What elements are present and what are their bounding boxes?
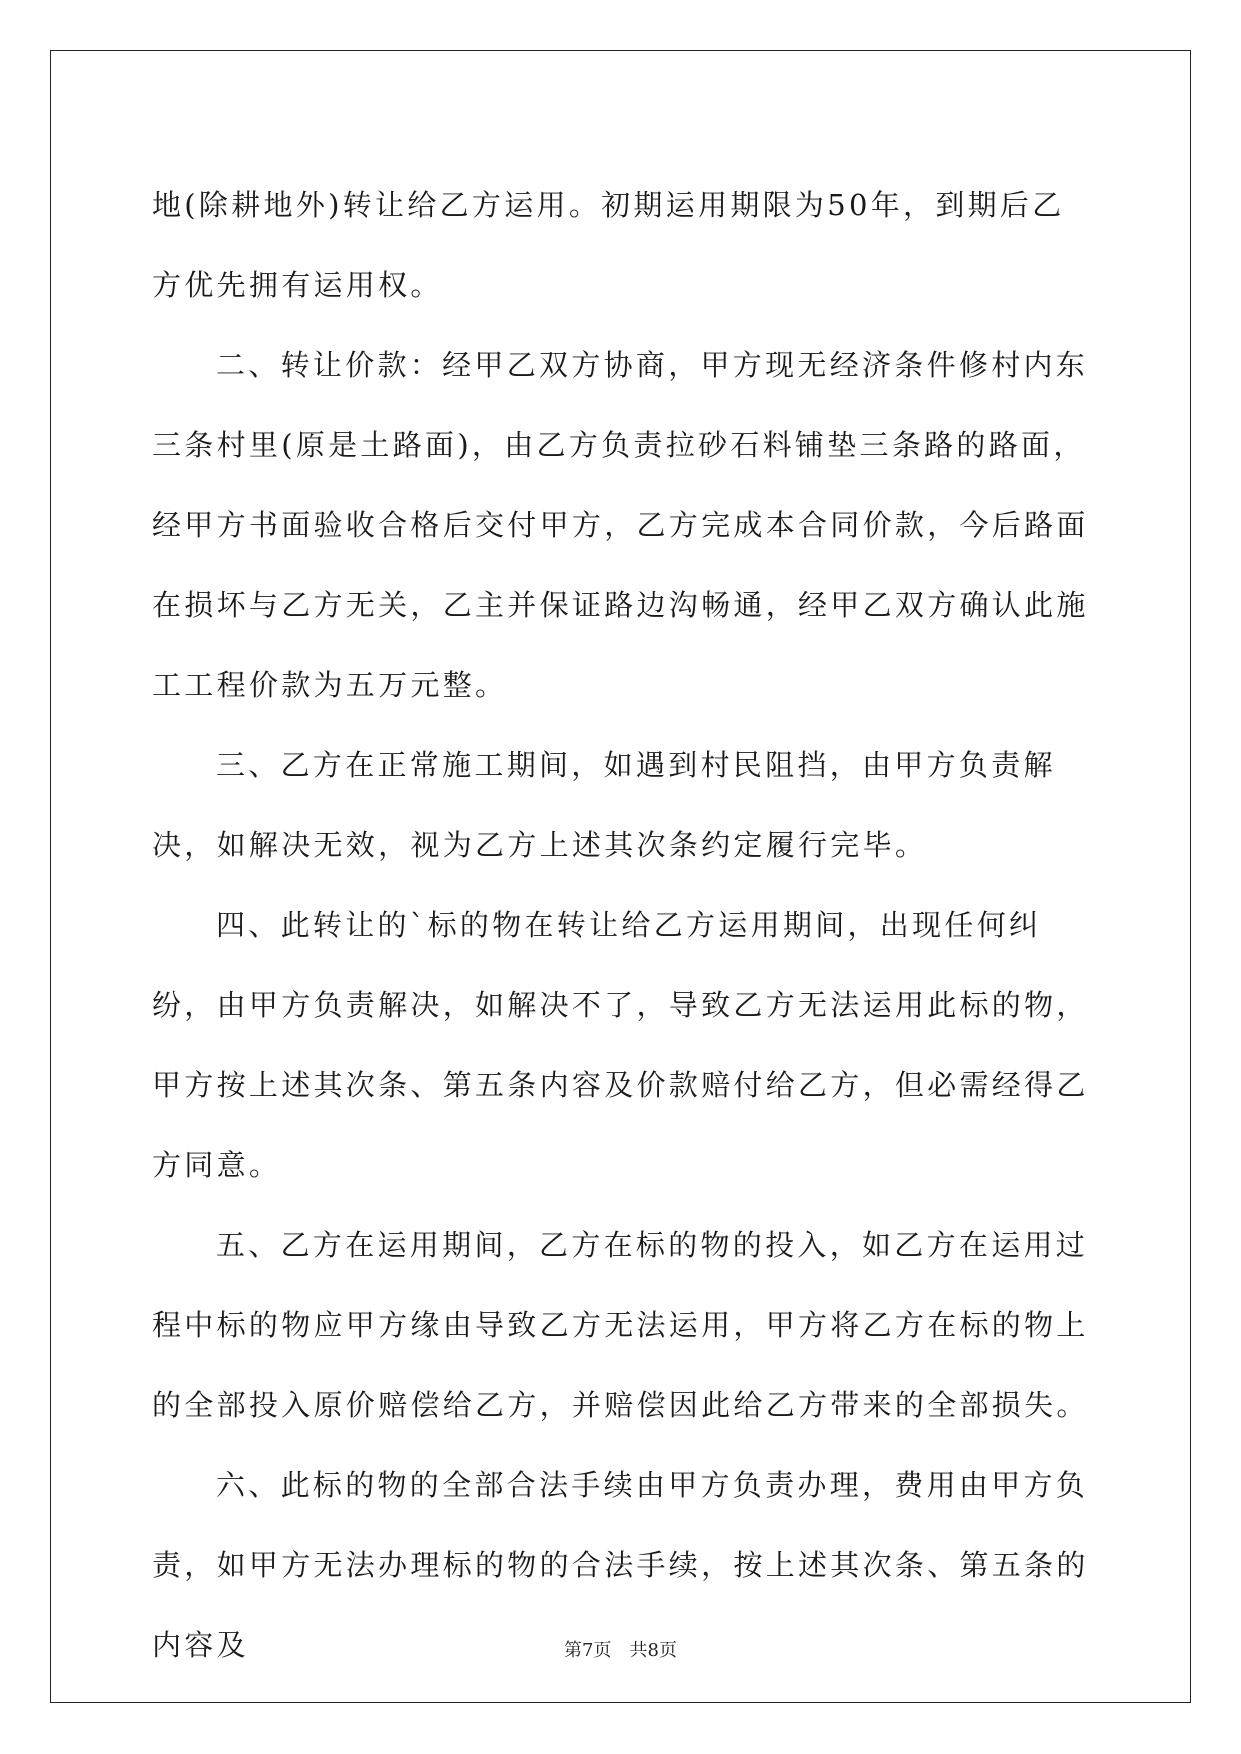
page-number-total: 共8页 [629,1640,677,1661]
page-number-current: 第7页 [564,1640,612,1661]
document-body [152,165,1096,1685]
page-footer [0,1636,1241,1662]
paragraph-2: 二、转让价款：经甲乙双方协商，甲方现无经济条件修村内东三条村里(原是土路面)，由乙方负责拉砂石料铺垫三条路的路面，经甲方书面验收合格后交付甲方，乙方完成本合同价款，今后路面在损坏与乙方无关，乙主并保证路边沟畅通，经甲乙双方确认此施工工程价款为五万元整。 [152,348,1089,702]
paragraph-5: 五、乙方在运用期间，乙方在标的物的投入，如乙方在运用过程中标的物应甲方缘由导致乙方无法运用，甲方将乙方在标的物上的全部投入原价赔偿给乙方，并赔偿因此给乙方带来的全部损失。 [152,1228,1089,1422]
paragraph-3: 三、乙方在正常施工期间，如遇到村民阻挡，由甲方负责解决，如解决无效，视为乙方上述其次条约定履行完毕。 [152,748,1056,862]
paragraph-1: 地(除耕地外)转让给乙方运用。初期运用期限为50年，到期后乙方优先拥有运用权。 [152,188,1065,302]
paragraph-4: 四、此转让的`标的物在转让给乙方运用期间，出现任何纠纷，由甲方负责解决，如解决不了，导致乙方无法运用此标的物，甲方按上述其次条、第五条内容及价款赔付给乙方，但必需经得乙方同意。 [152,908,1089,1182]
paragraph-6: 六、此标的物的全部合法手续由甲方负责办理，费用由甲方负责，如甲方无法办理标的物的合法手续，按上述其次条、第五条的内容及 [152,1468,1089,1662]
